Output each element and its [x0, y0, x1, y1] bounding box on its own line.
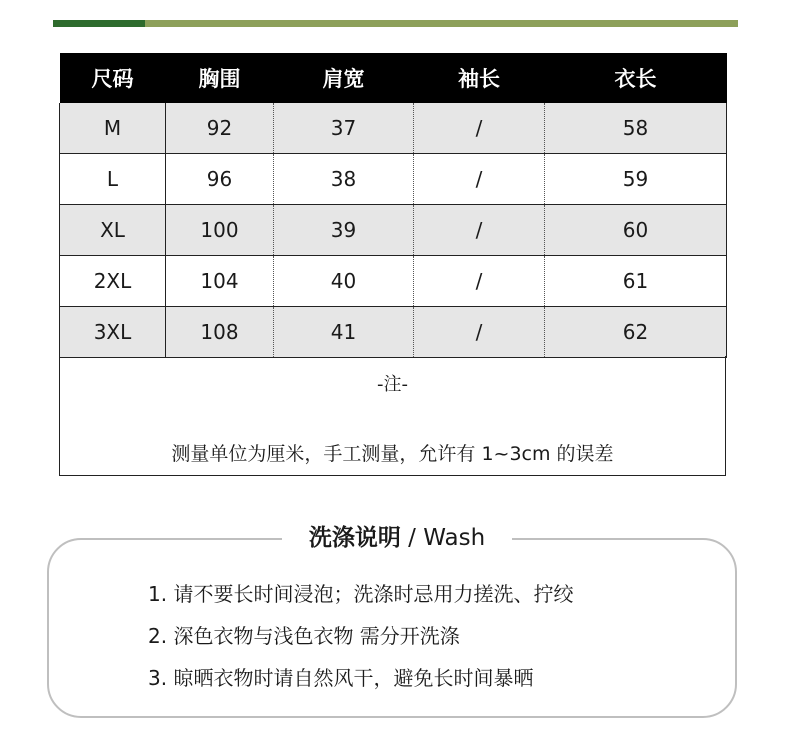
header-size: 尺码: [60, 53, 166, 103]
list-item: 1. 请不要长时间浸泡；洗涤时忌用力搓洗、拧绞: [148, 582, 574, 606]
cell-sleeve: /: [414, 103, 545, 154]
cell-chest: 100: [166, 205, 274, 256]
cell-chest: 92: [166, 103, 274, 154]
header-shoulder: 肩宽: [274, 53, 414, 103]
cell-chest: 96: [166, 154, 274, 205]
cell-size: L: [60, 154, 166, 205]
header-chest: 胸围: [166, 53, 274, 103]
size-table: [59, 53, 727, 358]
list-item: 2. 深色衣物与浅色衣物 需分开洗涤: [148, 624, 460, 648]
cell-sleeve: /: [414, 154, 545, 205]
cell-length: 61: [545, 256, 727, 307]
cell-sleeve: /: [414, 307, 545, 358]
top-accent-bar-light: [145, 20, 738, 27]
cell-shoulder: 38: [274, 154, 414, 205]
cell-chest: 108: [166, 307, 274, 358]
cell-size: 3XL: [60, 307, 166, 358]
header-sleeve: 袖长: [414, 53, 545, 103]
list-item: 3. 晾晒衣物时请自然风干，避免长时间暴晒: [148, 666, 534, 690]
table-row: [60, 154, 727, 205]
cell-shoulder: 39: [274, 205, 414, 256]
cell-sleeve: /: [414, 256, 545, 307]
table-row: [60, 103, 727, 154]
cell-size: M: [60, 103, 166, 154]
cell-length: 58: [545, 103, 727, 154]
table-row: [60, 307, 727, 358]
cell-length: 59: [545, 154, 727, 205]
table-row: [60, 205, 727, 256]
cell-chest: 104: [166, 256, 274, 307]
wash-list: [148, 582, 573, 708]
cell-sleeve: /: [414, 205, 545, 256]
cell-shoulder: 41: [274, 307, 414, 358]
top-accent-bar: [53, 20, 738, 27]
cell-length: 62: [545, 307, 727, 358]
cell-size: 2XL: [60, 256, 166, 307]
table-row: [60, 256, 727, 307]
note-title: -注-: [377, 374, 408, 395]
size-table-header: [60, 53, 727, 103]
wash-title-en: / Wash: [400, 525, 486, 551]
top-accent-bar-dark: [53, 20, 145, 27]
wash-title-cn: 洗涤说明: [308, 525, 401, 551]
header-length: 衣长: [545, 53, 727, 103]
cell-size: XL: [60, 205, 166, 256]
wash-title: [282, 522, 512, 554]
note-text: 测量单位为厘米，手工测量，允许有 1~3cm 的误差: [171, 443, 614, 465]
cell-shoulder: 40: [274, 256, 414, 307]
measurement-note: [59, 356, 726, 476]
cell-length: 60: [545, 205, 727, 256]
cell-shoulder: 37: [274, 103, 414, 154]
